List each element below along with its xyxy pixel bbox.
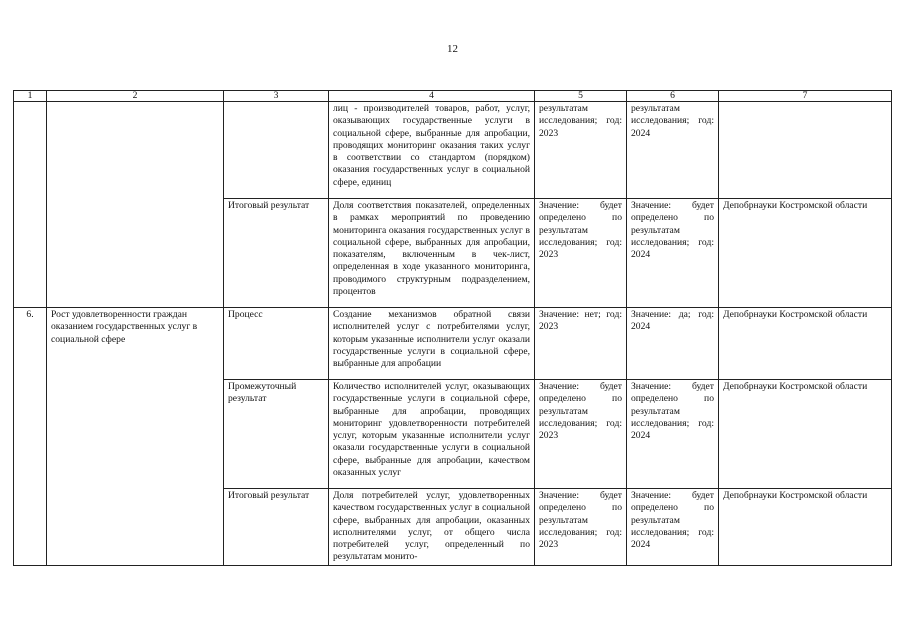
table-row xyxy=(14,308,892,380)
page-number: 12 xyxy=(447,43,458,55)
column-header-4: 4 xyxy=(329,91,535,102)
column-header-2: 2 xyxy=(47,91,224,102)
cell-responsible: Депобрнауки Костромской области xyxy=(719,489,892,566)
column-header-3: 3 xyxy=(224,91,329,102)
cell-description: Количество исполнителей услуг, оказывающих государственные услуги в социальной сфере, выбранные для апробации, проводящих мониторинг удовлетворенности потребителей услуг, которым указанные исполнители услуг оказали государственные услуги в социальной сфере, выбранные для апробации, качеством оказанных услуг xyxy=(329,380,535,489)
cell-result-type xyxy=(224,102,329,199)
column-header-7: 7 xyxy=(719,91,892,102)
cell-value-2024: Значение: да; год: 2024 xyxy=(627,308,719,380)
document-table xyxy=(13,90,892,566)
cell-responsible: Депобрнауки Костромской области xyxy=(719,199,892,308)
cell-description: Доля потребителей услуг, удовлетворенных качеством государственных услуг в социальной сфере, выбранных для апробации, оказанных исполнителями услуг, от общего числа потребителей услуг, определенный по результатам монито- xyxy=(329,489,535,566)
cell-value-2024: результатам исследования; год: 2024 xyxy=(627,102,719,199)
column-header-5: 5 xyxy=(535,91,627,102)
cell-description: Создание механизмов обратной связи исполнителей услуг с потребителями услуг, которым указанные исполнители услуг оказали государственные услуги в социальной сфере, выбранные для апробации xyxy=(329,308,535,380)
cell-result-type: Промежуточный результат xyxy=(224,380,329,489)
column-header-6: 6 xyxy=(627,91,719,102)
table-row xyxy=(14,102,892,199)
cell-responsible xyxy=(719,102,892,199)
cell-result-type: Итоговый результат xyxy=(224,489,329,566)
cell-responsible: Депобрнауки Костромской области xyxy=(719,308,892,380)
cell-number: 6. xyxy=(14,308,47,566)
cell-description: лиц - производителей товаров, работ, услуг, оказывающих государственные услуги в социальной сфере, выбранные для апробации, проводящих мониторинг оказания таких услуг в соответствии со стандартом (порядком) оказания государственных услуг в социальной сфере, единиц xyxy=(329,102,535,199)
cell-description: Доля соответствия показателей, определенных в рамках мероприятий по проведению мониторинга оказания государственных услуг в социальной сфере, выбранных для апробации, показателям, включенным в чек-лист, определенная в ходе указанного мониторинга, проводимого структурным подразделением, процентов xyxy=(329,199,535,308)
cell-value-2023: Значение: нет; год: 2023 xyxy=(535,308,627,380)
cell-value-2024: Значение: будет определено по результатам исследования; год: 2024 xyxy=(627,199,719,308)
cell-result-type: Итоговый результат xyxy=(224,199,329,308)
cell-value-2024: Значение: будет определено по результатам исследования; год: 2024 xyxy=(627,380,719,489)
cell-value-2023: результатам исследования; год: 2023 xyxy=(535,102,627,199)
cell-value-2023: Значение: будет определено по результатам исследования; год: 2023 xyxy=(535,199,627,308)
table-header-row xyxy=(14,91,892,102)
cell-value-2023: Значение: будет определено по результатам исследования; год: 2023 xyxy=(535,380,627,489)
cell-result-type: Процесс xyxy=(224,308,329,380)
column-header-1: 1 xyxy=(14,91,47,102)
cell-indicator: Рост удовлетворенности граждан оказанием государственных услуг в социальной сфере xyxy=(47,308,224,566)
cell-indicator xyxy=(47,102,224,308)
cell-responsible: Депобрнауки Костромской области xyxy=(719,380,892,489)
cell-value-2023: Значение: будет определено по результатам исследования; год: 2023 xyxy=(535,489,627,566)
cell-number xyxy=(14,102,47,308)
cell-value-2024: Значение: будет определено по результатам исследования; год: 2024 xyxy=(627,489,719,566)
